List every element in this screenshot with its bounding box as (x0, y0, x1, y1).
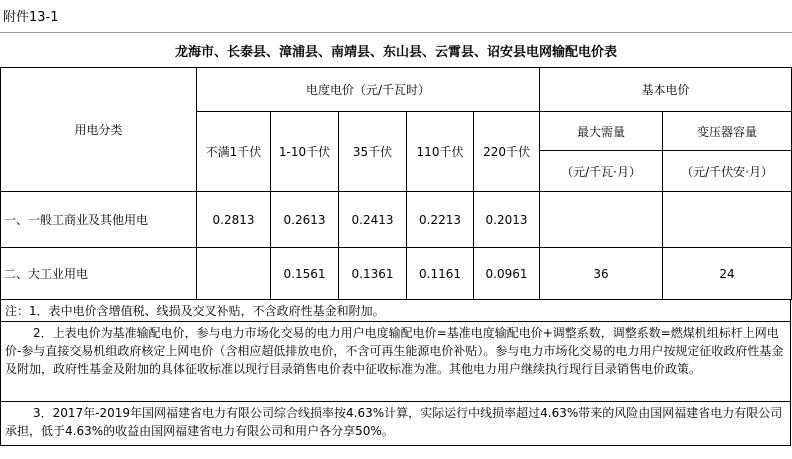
header-voltage-1-10kv: 1-10千伏 (271, 112, 339, 192)
note-1: 注：1．表中电价含增值税、线损及交叉补贴，不含政府性基金和附加。 (0, 300, 791, 322)
header-voltage-220kv: 220千伏 (474, 112, 540, 192)
note-2 (0, 322, 791, 402)
cell-value: 0.1361 (339, 248, 407, 300)
cell-value: 0.2213 (407, 192, 474, 248)
table-title: 龙海市、长泰县、漳浦县、南靖县、东山县、云霄县、诏安县电网输配电价表 (174, 45, 617, 60)
row-category: 一、一般工商业及其他用电 (1, 192, 197, 248)
header-transformer-capacity-unit: （元/千伏安·月） (663, 151, 792, 192)
table-row (1, 192, 792, 248)
header-voltage-35kv: 35千伏 (339, 112, 407, 192)
tariff-table (0, 67, 792, 300)
cell-demand (540, 192, 663, 248)
cell-value (197, 248, 271, 300)
note-2-text: 2．上表电价为基准输配电价，参与电力市场化交易的电力用户电度输配电价=基准电度输配电价+调整系数，调整系数=燃煤机组标杆上网电价-参与直接交易机组政府核定上网电价（含相应超低排放电价，不含可再生能源电价补贴）。参与电力市场化交易的电力用户按规定征收政府性基金及附加，政府性基金及附加的具体征收标准以现行目录销售电价表中征收标准为准。其他电力用户继续执行现行目录销售电价政策。 (5, 326, 784, 376)
cell-demand: 36 (540, 248, 663, 300)
cell-value: 0.2813 (197, 192, 271, 248)
cell-capacity: 24 (663, 248, 792, 300)
cell-value: 0.2613 (271, 192, 339, 248)
row-category: 二、大工业用电 (1, 248, 197, 300)
cell-value: 0.1561 (271, 248, 339, 300)
notes-section (0, 300, 791, 446)
header-basic-price: 基本电价 (540, 68, 792, 112)
attachment-label: 附件13-1 (3, 10, 59, 25)
header-max-demand-unit: （元/千瓦·月） (540, 151, 663, 192)
header-max-demand: 最大需量 (540, 112, 663, 151)
header-energy-price: 电度电价（元/千瓦时） (197, 68, 540, 112)
header-transformer-capacity: 变压器容量 (663, 112, 792, 151)
cell-value: 0.1161 (407, 248, 474, 300)
header-voltage-110kv: 110千伏 (407, 112, 474, 192)
note-3-text: 3．2017年-2019年国网福建省电力有限公司综合线损率按4.63%计算，实际运行中线损率超过4.63%带来的风险由国网福建省电力有限公司承担，低于4.63%的收益由国网福建省电力有限公司和用户各分享50%。 (5, 406, 783, 438)
attachment-row (0, 0, 792, 33)
title-row (0, 32, 792, 68)
cell-capacity (663, 192, 792, 248)
note-3 (0, 402, 791, 446)
header-voltage-lt1kv: 不满1千伏 (197, 112, 271, 192)
cell-value: 0.2013 (474, 192, 540, 248)
cell-value: 0.0961 (474, 248, 540, 300)
table-row (1, 248, 792, 300)
header-category: 用电分类 (1, 68, 197, 192)
cell-value: 0.2413 (339, 192, 407, 248)
